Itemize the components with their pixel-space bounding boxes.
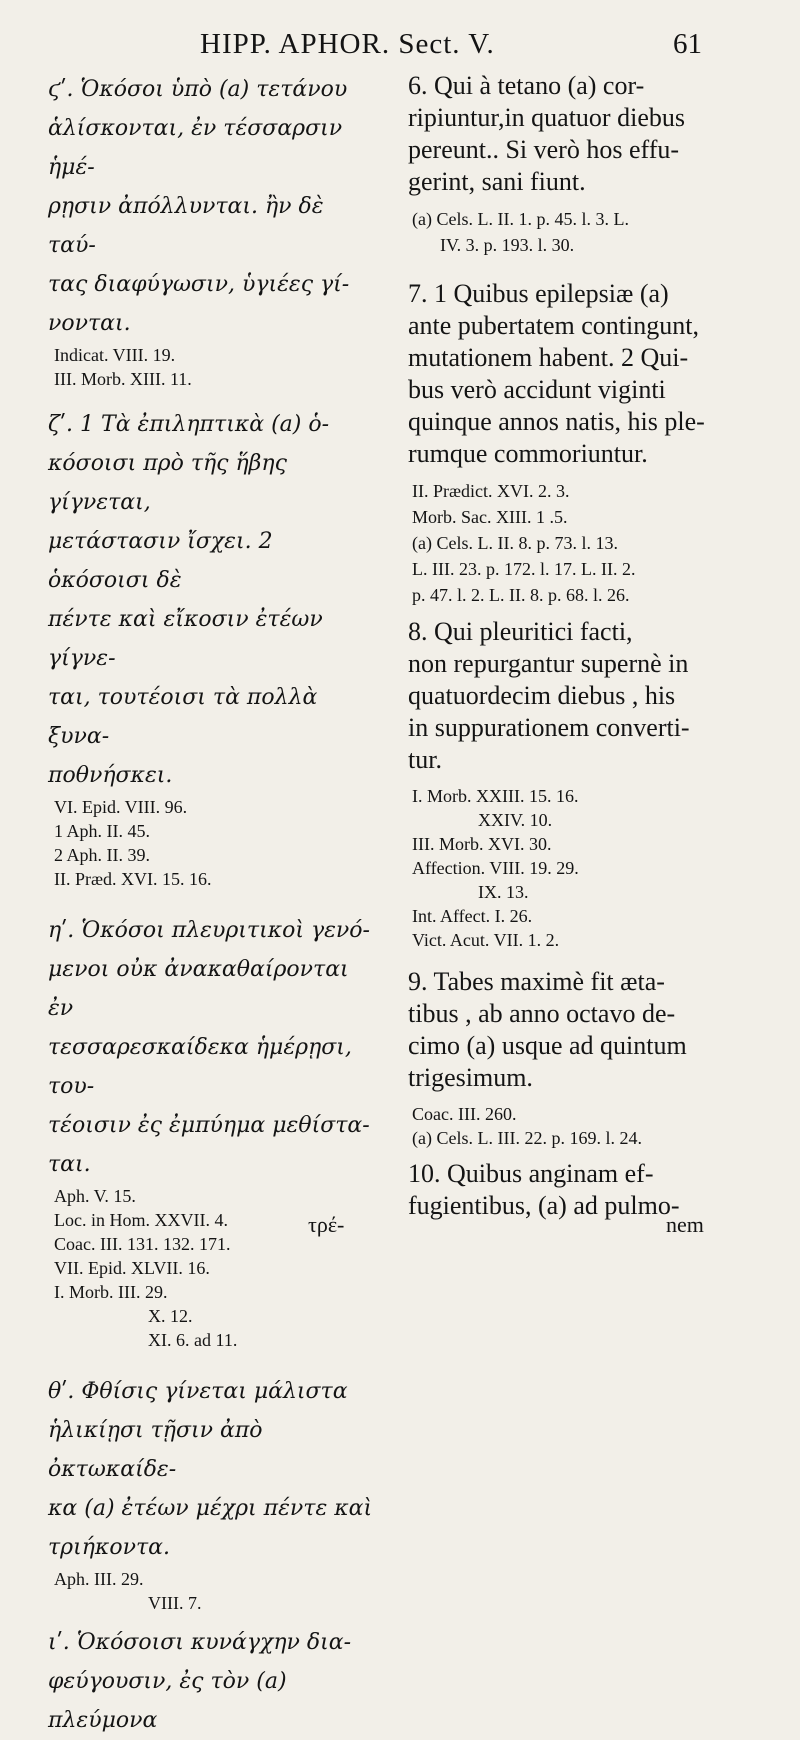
reference-line: II. Præd. XVI. 15. 16. — [54, 869, 212, 889]
text-line: 6. Qui à tetano (a) cor- — [408, 71, 645, 100]
text-line: 8. Qui pleuritici facti, — [408, 617, 633, 646]
reference-line: III. Morb. XIII. 11. — [54, 369, 192, 389]
text-line: τριήκοντα. — [48, 1535, 170, 1560]
note-line: Morb. Sac. XIII. 1 .5. — [412, 507, 568, 527]
note-line: L. III. 23. p. 172. l. 17. L. II. 2. — [412, 559, 636, 579]
greek-aphorism-10 — [48, 1623, 374, 1740]
reference-line: Affection. VIII. 19. 29. — [412, 858, 579, 878]
text-line: πέντε καὶ εἴκοσιν ἐτέων γίγνε- — [48, 607, 323, 671]
reference-line: XXIV. 10. — [478, 810, 553, 830]
reference-line: Vict. Acut. VII. 1. 2. — [412, 930, 560, 950]
text-line: τεσσαρεσκαίδεκα ἡμέρῃσι, του- — [48, 1035, 352, 1099]
text-line: cimo (a) usque ad quintum — [408, 1031, 687, 1060]
reference-line: I. Morb. XXIII. 15. 16. — [412, 786, 579, 806]
latin-note-6 — [408, 206, 720, 258]
text-line: ζʹ. 1 Τὰ ἐπιληπτικὰ (a) ὁ- — [48, 412, 330, 437]
text-line: ηʹ. Ὁκόσοι πλευριτικοὶ γενό- — [48, 918, 370, 943]
text-line: rumque commoriuntur. — [408, 439, 648, 468]
greek-references-7 — [48, 795, 374, 891]
text-line: φεύγουσιν, ἐς τὸν (a) πλεύμονα — [48, 1669, 287, 1733]
reference-line: VIII. 7. — [148, 1593, 202, 1613]
latin-note-7 — [408, 478, 720, 608]
reference-line: IX. 13. — [478, 882, 529, 902]
text-line: quatuordecim diebus , his — [408, 681, 676, 710]
note-line: (a) Cels. L. II. 8. p. 73. l. 13. — [412, 533, 618, 553]
latin-aphorism-9 — [408, 966, 720, 1094]
greek-aphorism-7 — [48, 405, 374, 795]
reference-line: XI. 6. ad 11. — [148, 1330, 238, 1350]
greek-aphorism-8 — [48, 911, 374, 1184]
reference-line: 2 Aph. II. 39. — [54, 845, 150, 865]
note-line: (a) Cels. L. II. 1. p. 45. l. 3. L. — [412, 209, 629, 229]
reference-line: I. Morb. III. 29. — [54, 1282, 168, 1302]
reference-line: Aph. V. 15. — [54, 1186, 136, 1206]
reference-line: Coac. III. 260. — [412, 1104, 517, 1124]
text-line: μενοι οὐκ ἀνακαθαίρονται ἐν — [48, 957, 349, 1021]
text-line: ποθνήσκει. — [48, 763, 173, 788]
latin-catchword: nem — [666, 1212, 704, 1237]
text-line: fugientibus, (a) ad pulmo- — [408, 1191, 680, 1220]
greek-catchword: τρέ- — [308, 1212, 345, 1237]
text-line: ϛʹ. Ὁκόσοι ὑπὸ (a) τετάνου — [48, 77, 348, 102]
reference-line: X. 12. — [148, 1306, 193, 1326]
latin-references-8 — [408, 784, 720, 952]
latin-references-9 — [408, 1102, 720, 1150]
text-line: θʹ. Φθίσις γίνεται μάλιστα — [48, 1379, 348, 1404]
text-line: τέοισιν ἐς ἐμπύημα μεθίστα- — [48, 1113, 370, 1138]
text-line: τας διαφύγωσιν, ὑγιέες γί- — [48, 272, 350, 297]
page-number: 61 — [673, 28, 702, 60]
latin-aphorism-7 — [408, 278, 720, 470]
reference-line: Aph. III. 29. — [54, 1569, 144, 1589]
text-line: ἡλικίῃσι τῇσιν ἀπὸ ὀκτωκαίδε- — [48, 1418, 263, 1482]
reference-line: Indicat. VIII. 19. — [54, 345, 176, 365]
text-line: mutationem habent. 2 Qui- — [408, 343, 689, 372]
greek-references-8 — [48, 1184, 374, 1352]
note-line: II. Prædict. XVI. 2. 3. — [412, 481, 570, 501]
text-line: ρῃσιν ἀπόλλυνται. ἢν δὲ ταύ- — [48, 194, 324, 258]
reference-line: VI. Epid. VIII. 96. — [54, 797, 188, 817]
text-line: tur. — [408, 745, 442, 774]
latin-aphorism-8 — [408, 616, 720, 776]
latin-column — [408, 70, 720, 1222]
text-line: trigesimum. — [408, 1063, 533, 1092]
greek-references-6 — [48, 343, 374, 391]
text-line: in suppurationem converti- — [408, 713, 690, 742]
greek-aphorism-9 — [48, 1372, 374, 1567]
text-line: ιʹ. Ὁκόσοισι κυνάγχην δια- — [48, 1630, 352, 1655]
reference-line: VII. Epid. XLVII. 16. — [54, 1258, 210, 1278]
reference-line: (a) Cels. L. III. 22. p. 169. l. 24. — [412, 1128, 642, 1148]
reference-line: 1 Aph. II. 45. — [54, 821, 150, 841]
text-line: pereunt.. Si verò hos effu- — [408, 135, 680, 164]
text-line: ται, τουτέοισι τὰ πολλὰ ξυνα- — [48, 685, 318, 749]
text-line: quinque annos natis, his ple- — [408, 407, 705, 436]
text-line: νονται. — [48, 311, 131, 336]
text-line: gerint, sani fiunt. — [408, 167, 586, 196]
text-line: tibus , ab anno octavo de- — [408, 999, 676, 1028]
text-line: bus verò accidunt viginti — [408, 375, 666, 404]
greek-references-9 — [48, 1567, 374, 1615]
text-line: ἁλίσκονται, ἐν τέσσαρσιν ἡμέ- — [48, 116, 343, 180]
reference-line: III. Morb. XVI. 30. — [412, 834, 552, 854]
text-line: κα (a) ἐτέων μέχρι πέντε καὶ — [48, 1496, 373, 1521]
text-line: 7. 1 Quibus epilepsiæ (a) — [408, 279, 669, 308]
greek-column — [48, 70, 374, 1740]
text-line: ante pubertatem contingunt, — [408, 311, 699, 340]
latin-aphorism-6 — [408, 70, 720, 198]
note-line: IV. 3. p. 193. l. 30. — [440, 235, 575, 255]
page-title: HIPP. APHOR. Sect. V. — [200, 28, 495, 60]
text-line: 10. Quibus anginam ef- — [408, 1159, 654, 1188]
greek-aphorism-6 — [48, 70, 374, 343]
text-line: μετάστασιν ἴσχει. 2 ὁκόσοισι δὲ — [48, 529, 273, 593]
reference-line: Loc. in Hom. XXVII. 4. — [54, 1210, 228, 1230]
reference-line: Int. Affect. I. 26. — [412, 906, 533, 926]
text-line: ripiuntur,in quatuor diebus — [408, 103, 685, 132]
text-line: non repurgantur supernè in — [408, 649, 689, 678]
note-line: p. 47. l. 2. L. II. 8. p. 68. l. 26. — [412, 585, 630, 605]
running-header — [0, 22, 800, 62]
text-line: 9. Tabes maximè fit æta- — [408, 967, 665, 996]
reference-line: Coac. III. 131. 132. 171. — [54, 1234, 231, 1254]
text-line: κόσοισι πρὸ τῆς ἥβης γίγνεται, — [48, 451, 287, 515]
text-line: ται. — [48, 1152, 91, 1177]
